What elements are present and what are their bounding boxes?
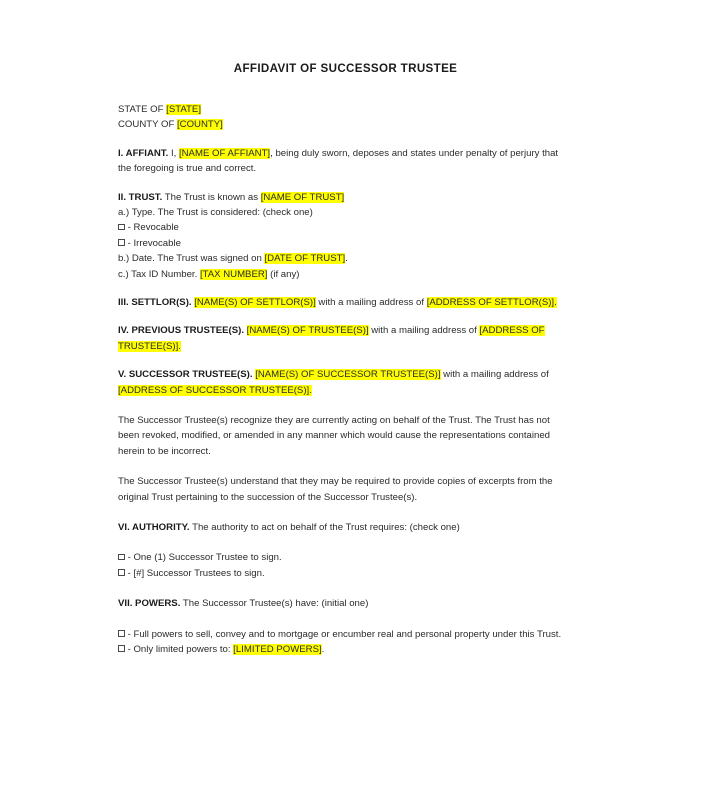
venue-block [118,102,573,133]
powers-option-full-label: - Full powers to sell, convey and to mortgage or encumber real and personal property under this Trust. [127,628,562,640]
authority-heading: VI. AUTHORITY. [118,522,190,534]
previous-trustees-address-placeholder[interactable]: [ADDRESS OF TRUSTEE(S)]. [118,325,545,352]
county-placeholder[interactable]: [COUNTY] [177,119,223,131]
trust-name-placeholder[interactable]: [NAME OF TRUST] [260,191,345,203]
powers-options [118,627,573,658]
checkbox-icon[interactable] [118,239,125,246]
section-trust [118,190,573,282]
trust-date-placeholder[interactable]: [DATE OF TRUST] [264,253,346,265]
trust-text-before: The Trust is known as [162,191,261,203]
section-settlors [118,295,573,310]
powers-option-limited-after: . [321,644,325,656]
recognition-paragraph: The Successor Trustee(s) recognize they are currently acting on behalf of the Trust. The Trust has not been revoked, modified, or amended in any manner which would cause the representations contained herein to be incorrect. [118,415,550,457]
powers-option-limited-before: - Only limited powers to: [127,644,234,656]
trust-option-irrevocable[interactable] [118,236,573,251]
successor-trustees-middle-text: with a mailing address of [440,369,549,381]
affiant-text-before: I, [168,147,179,159]
trust-tax-line [118,267,573,282]
trust-name-line [118,190,573,205]
settlors-middle-text: with a mailing address of [315,296,427,308]
powers-option-limited[interactable] [118,642,573,657]
trust-tax-placeholder[interactable]: [TAX NUMBER] [199,268,268,280]
powers-heading: VII. POWERS. [118,598,181,610]
authority-option-one-label: - One (1) Successor Trustee to sign. [127,552,282,564]
affiant-name-placeholder[interactable]: [NAME OF AFFIANT] [178,147,271,159]
trust-heading: II. TRUST. [118,191,163,203]
trust-option-revocable[interactable] [118,220,573,235]
powers-limited-placeholder[interactable]: [LIMITED POWERS] [233,644,322,656]
section-powers [118,596,573,611]
trust-type-line: a.) Type. The Trust is considered: (check one) [118,206,313,218]
authority-option-multiple[interactable] [118,566,573,581]
section-previous-trustees [118,323,573,354]
powers-text: The Successor Trustee(s) have: (initial one) [180,598,369,610]
successor-trustees-address-placeholder[interactable]: [ADDRESS OF SUCCESSOR TRUSTEE(S)]. [118,384,312,396]
checkbox-icon[interactable] [118,630,125,637]
checkbox-icon[interactable] [118,645,125,652]
powers-option-full[interactable] [118,627,573,642]
section-affiant [118,146,573,177]
section-successor-trustees [118,367,573,398]
section-authority [118,520,573,535]
trust-tax-after: (if any) [267,268,300,280]
authority-option-multiple-label: - [#] Successor Trustees to sign. [127,567,265,579]
authority-options [118,550,573,581]
trust-date-line [118,251,573,266]
state-placeholder[interactable]: [STATE] [166,103,201,115]
settlors-name-placeholder[interactable]: [NAME(S) OF SETTLOR(S)] [194,296,316,308]
page-title: AFFIDAVIT OF SUCCESSOR TRUSTEE [233,62,458,75]
settlors-address-placeholder[interactable]: [ADDRESS OF SETTLOR(S)]. [426,296,557,308]
trust-tax-before: c.) Tax ID Number. [118,268,200,280]
checkbox-icon[interactable] [118,224,125,231]
successor-trustees-heading: V. SUCCESSOR TRUSTEE(S). [118,369,253,381]
county-label-text: COUNTY OF [118,119,177,131]
settlors-heading: III. SETTLOR(S). [118,296,192,308]
understanding-paragraph: The Successor Trustee(s) understand that they may be required to provide copies of excerpts from the original Trust pertaining to the succession of the Successor Trustee(s). [118,476,553,503]
affiant-heading: I. AFFIANT. [118,147,169,159]
state-label-text: STATE OF [118,103,167,115]
trust-date-after: . [345,253,348,265]
document-body [118,62,573,657]
successor-trustees-name-placeholder[interactable]: [NAME(S) OF SUCCESSOR TRUSTEE(S)] [255,369,441,381]
affiant-text-after: , being duly sworn, deposes and states under penalty of perjury that the foregoing is true and correct. [118,147,559,175]
previous-trustees-name-placeholder[interactable]: [NAME(S) OF TRUSTEE(S)] [246,325,369,337]
trust-option-revocable-label: - Revocable [127,222,179,234]
checkbox-icon[interactable] [118,569,125,576]
trust-option-irrevocable-label: - Irrevocable [127,237,181,249]
authority-text: The authority to act on behalf of the Trust requires: (check one) [189,522,460,534]
state-line [118,102,573,117]
county-line [118,117,573,132]
previous-trustees-middle-text: with a mailing address of [368,325,480,337]
checkbox-icon[interactable] [118,554,125,561]
authority-option-one[interactable] [118,550,573,565]
previous-trustees-heading: IV. PREVIOUS TRUSTEE(S). [118,325,244,337]
trust-date-before: b.) Date. The Trust was signed on [118,253,265,265]
